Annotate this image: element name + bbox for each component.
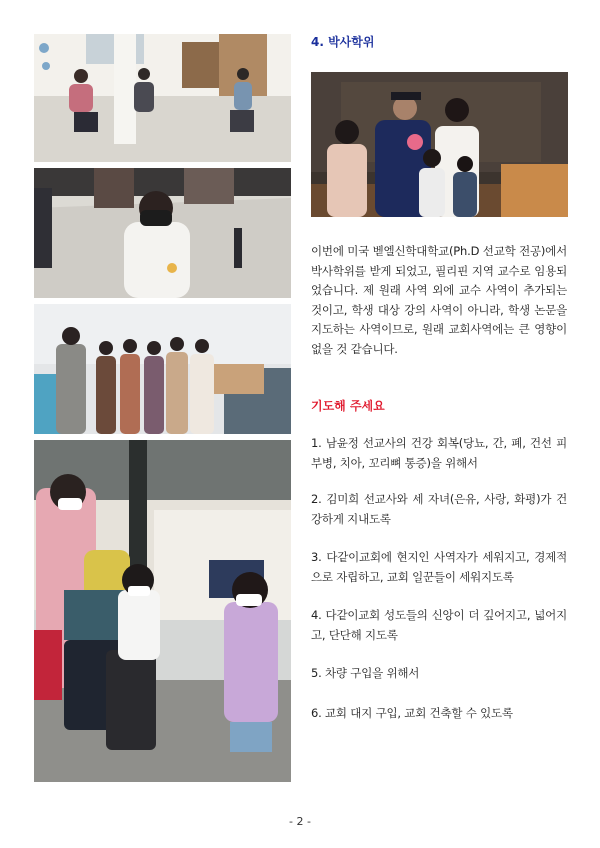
photo-children-with-luggage bbox=[34, 440, 291, 782]
photo-church-meeting-room bbox=[34, 34, 291, 162]
prayer-item: 3. 다같이교회에 현지인 사역자가 세워지고, 경제적으로 자립하고, 교회 일꾼들이 세워지도록 bbox=[311, 550, 567, 584]
prayer-item: 2. 김미희 선교사와 세 자녀(은유, 사랑, 화평)가 건강하게 지내도록 bbox=[311, 492, 567, 526]
prayer-item: 1. 남윤정 선교사의 건강 회복(당뇨, 간, 폐, 건선 피부병, 치아, 꼬리뼈 통증)을 위해서 bbox=[311, 436, 567, 470]
section-title: 4. 박사학위 bbox=[311, 35, 375, 49]
prayer-item: 4. 다같이교회 성도들의 신앙이 더 깊어지고, 넓어지고, 단단해 지도록 bbox=[311, 608, 567, 642]
prayer-item: 5. 차량 구입을 위해서 bbox=[311, 666, 420, 680]
photo-girl-with-mask bbox=[34, 168, 291, 298]
page-number: - 2 - bbox=[289, 815, 311, 828]
photo-group-women bbox=[34, 304, 291, 434]
prayer-item: 6. 교회 대지 구입, 교회 건축할 수 있도록 bbox=[311, 706, 513, 720]
photo-graduation-ceremony bbox=[311, 72, 568, 217]
degree-paragraph: 이번에 미국 벧엘신학대학교(Ph.D 선교학 전공)에서 박사학위를 받게 되었고, 필리핀 지역 교수로 임용되었습니다. 제 원래 사역 외에 교수 사역이 추가되는 것이고, 학생 대상 강의 사역이 아니라, 학생 논문을 지도하는 사역이므로, 원래 교회사역에는 큰 영향이 없을 것 같습니다. bbox=[311, 244, 567, 356]
prayer-heading: 기도해 주세요 bbox=[311, 399, 385, 413]
